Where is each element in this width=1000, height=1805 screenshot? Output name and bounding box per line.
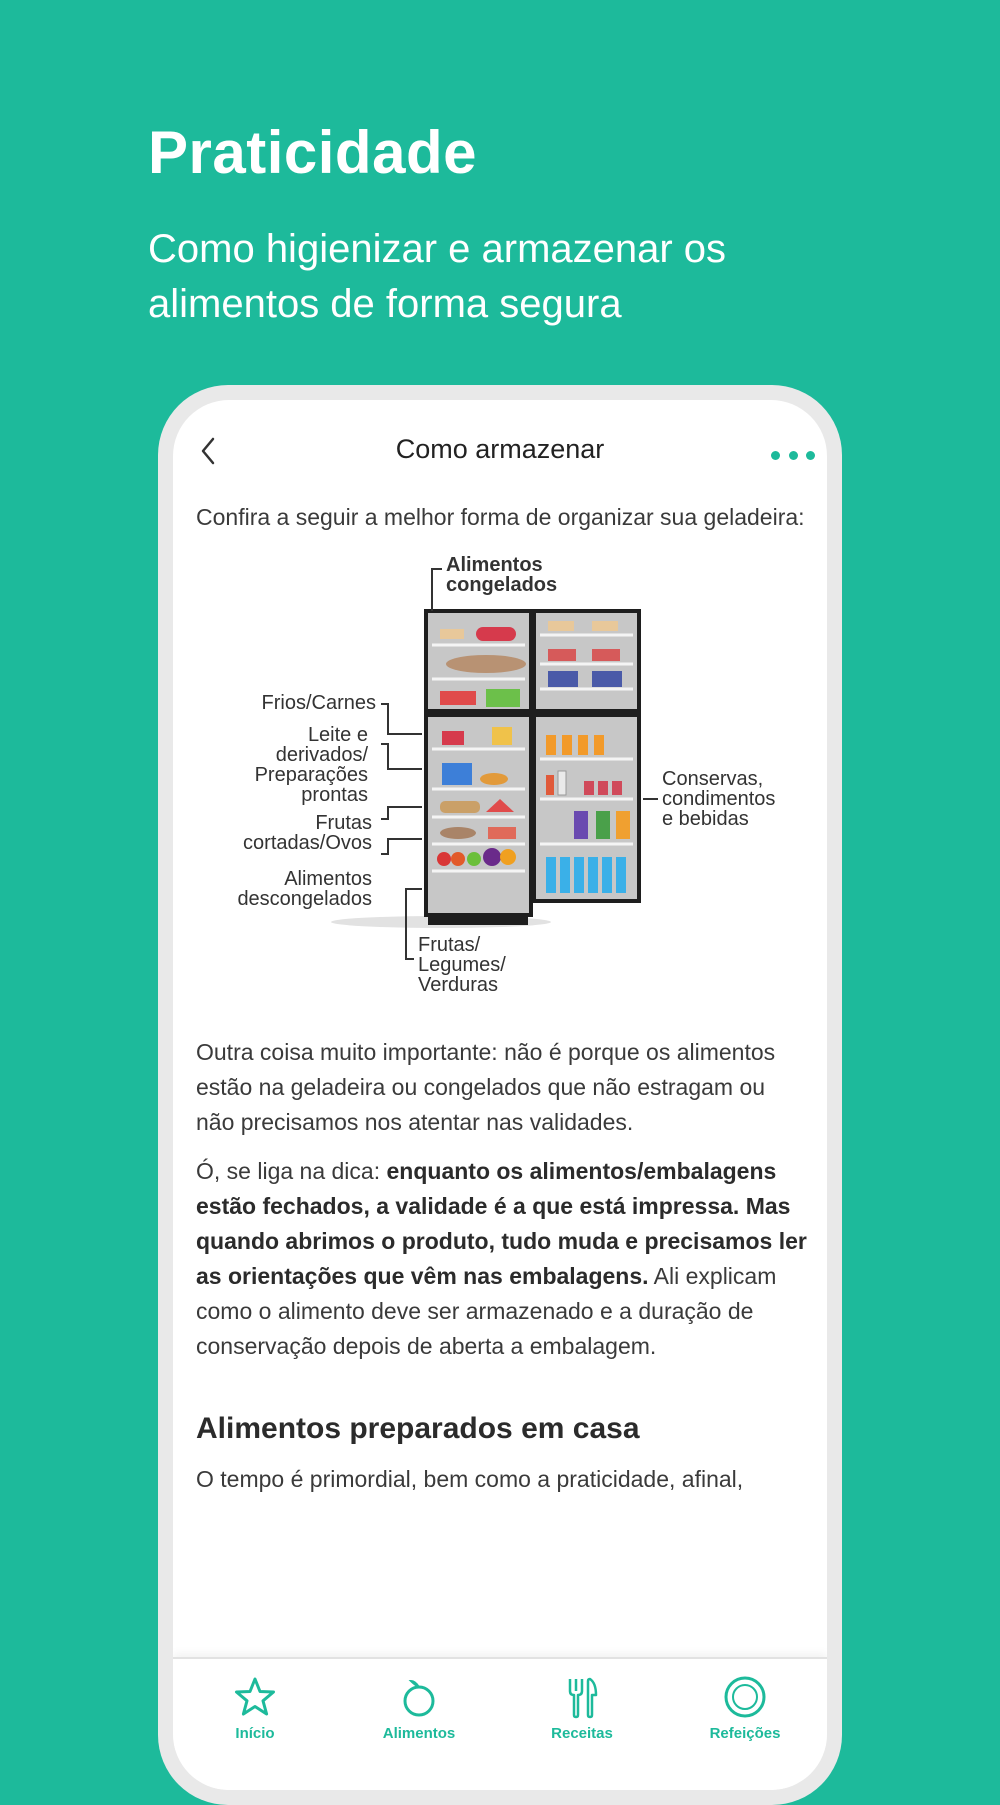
nav-item-refeicoes[interactable]: Refeições bbox=[685, 1675, 805, 1742]
bottom-navigation bbox=[173, 1657, 827, 1790]
section-heading: Alimentos preparados em casa bbox=[196, 1412, 640, 1445]
label-descongelados: Alimentos bbox=[284, 868, 372, 890]
fruit-icon bbox=[397, 1675, 441, 1719]
label-frutas-cortadas: Frutas bbox=[315, 812, 372, 834]
svg-text:prontas: prontas bbox=[301, 784, 368, 806]
star-icon bbox=[233, 1675, 277, 1719]
app-header bbox=[173, 400, 827, 500]
svg-text:e bebidas: e bebidas bbox=[662, 808, 749, 830]
svg-text:condimentos: condimentos bbox=[662, 788, 776, 810]
promo-subtitle: Como higienizar e armazenar os alimentos de forma segura bbox=[148, 227, 727, 326]
plate-icon bbox=[723, 1675, 767, 1719]
tip-paragraph: Ó, se liga na dica: enquanto os alimentos/embalagens estão fechados, a validade é a que está impressa. Mas quando abrimos o produto, tudo muda e precisamos ler as orientações que vêm nas embalagens. Ali explicam como o alimento deve ser armazenado e a duração de conservação depois de aberta a embalagem. bbox=[196, 1158, 807, 1359]
fridge-illustration bbox=[196, 549, 808, 1009]
label-frutas-legumes: Frutas/ bbox=[418, 934, 481, 956]
label-leite: Leite e bbox=[307, 724, 368, 746]
label-conservas: Conservas, bbox=[662, 768, 764, 790]
nav-item-inicio[interactable]: Início bbox=[195, 1675, 315, 1742]
label-frios: Frios/Carnes bbox=[261, 692, 376, 714]
svg-text:Legumes/: Legumes/ bbox=[418, 954, 506, 976]
nav-item-alimentos[interactable]: Alimentos bbox=[359, 1675, 479, 1742]
svg-text:cortadas/Ovos: cortadas/Ovos bbox=[243, 832, 372, 854]
promo-title: Praticidade bbox=[148, 119, 477, 186]
intro-text: Confira a seguir a melhor forma de organizar sua geladeira: bbox=[196, 504, 805, 530]
page-title: Como armazenar bbox=[395, 434, 605, 464]
article-content bbox=[196, 500, 808, 1511]
label-congelados: Alimentos bbox=[446, 554, 543, 576]
paragraph-validade: Outra coisa muito importante: não é porque os alimentos estão na geladeira ou congelados que não estragam ou não precisamos nos atentar nas validades. bbox=[196, 1039, 776, 1135]
svg-text:congelados: congelados bbox=[446, 574, 558, 596]
fridge-illustration-svg bbox=[196, 549, 808, 1009]
svg-text:Preparações: Preparações bbox=[254, 764, 368, 786]
phone-frame bbox=[158, 385, 842, 1805]
phone-screen bbox=[173, 400, 827, 1790]
svg-text:derivados/: derivados/ bbox=[275, 744, 368, 766]
paragraph-preparados: O tempo é primordial, bem como a praticidade, afinal, bbox=[196, 1466, 744, 1492]
utensils-icon bbox=[560, 1675, 604, 1719]
svg-text:descongelados: descongelados bbox=[237, 888, 372, 910]
nav-item-receitas[interactable]: Receitas bbox=[522, 1675, 642, 1742]
more-options-button[interactable] bbox=[771, 444, 815, 466]
more-dots-icon bbox=[771, 451, 780, 460]
tip-bold-text: enquanto os alimentos/embalagens estão fechados, a validade é a que está impressa. Mas quando abrimos o produto, tudo muda e precisamos ler as orientações que vêm nas embalagens. bbox=[196, 1158, 807, 1289]
svg-text:Verduras: Verduras bbox=[418, 974, 499, 996]
